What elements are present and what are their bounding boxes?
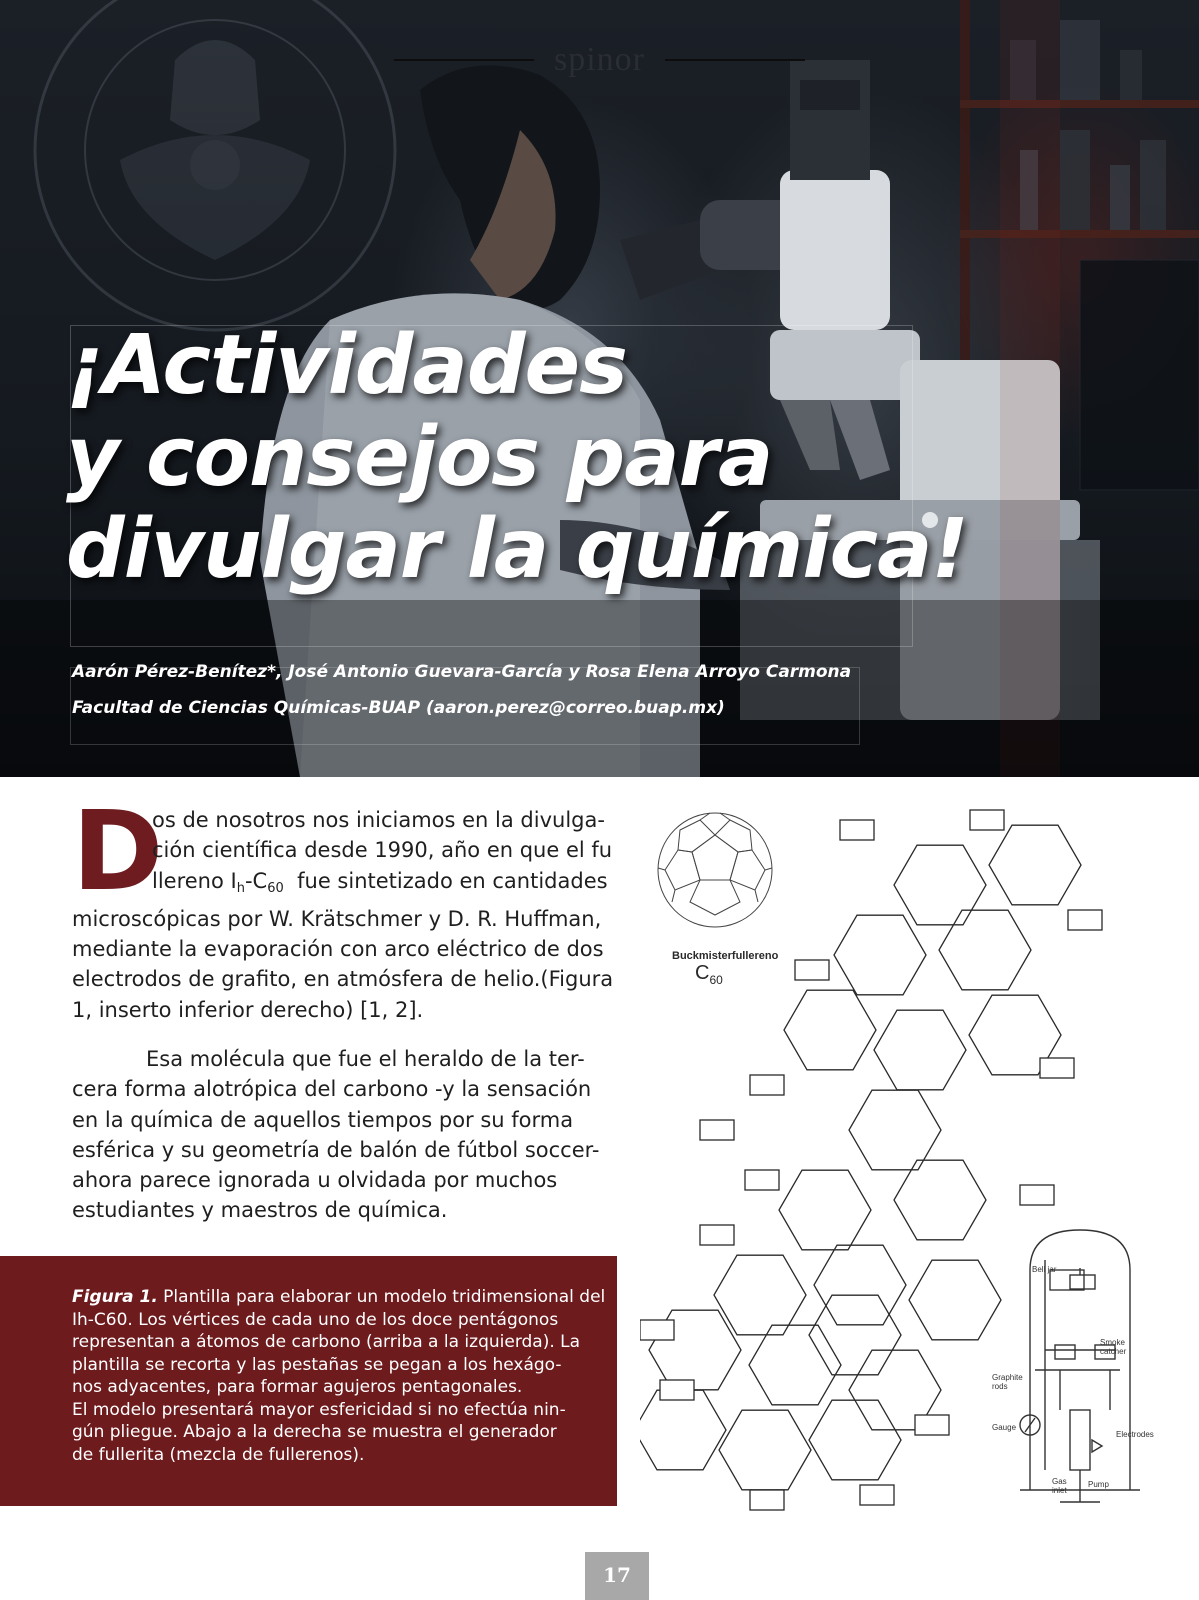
hero-banner bbox=[0, 0, 1199, 777]
template-hexagon bbox=[909, 1260, 1001, 1340]
formula-subscript: 60 bbox=[267, 880, 284, 896]
template-hexagon bbox=[809, 1295, 901, 1375]
p1-line: ción científica desde 1990, año en que el fu bbox=[152, 838, 613, 863]
label-bell-jar: Bell jar bbox=[1032, 1265, 1057, 1274]
template-hexagon bbox=[714, 1255, 806, 1335]
glue-tab bbox=[1040, 1058, 1074, 1078]
figure-1 bbox=[640, 790, 1185, 1520]
p2-line: ahora parece ignorada u olvidada por muchos bbox=[72, 1168, 558, 1193]
p2-line: cera forma alotrópica del carbono -y la sensación bbox=[72, 1077, 592, 1102]
template-hexagon bbox=[814, 1245, 906, 1325]
glue-tab bbox=[700, 1225, 734, 1245]
label-graphite-rods bbox=[992, 1373, 1023, 1391]
caption-line: de fullerita (mezcla de fullerenos). bbox=[72, 1444, 365, 1465]
p1-line: os de nosotros nos iniciamos en la divulga- bbox=[152, 808, 605, 832]
paragraph-2 bbox=[72, 1044, 600, 1226]
template-hexagon bbox=[894, 1160, 986, 1240]
caption-line: nos adyacentes, para formar agujeros pentagonales. bbox=[72, 1377, 523, 1397]
caption-line bbox=[72, 1286, 606, 1309]
buckyball-label: Buckmisterfullereno bbox=[672, 950, 779, 962]
glue-tab bbox=[660, 1380, 694, 1400]
p1-line: 1, inserto inferior derecho) [1, 2]. bbox=[72, 997, 424, 1022]
p1-text: llereno I bbox=[152, 868, 237, 893]
template-hexagon bbox=[874, 1010, 966, 1090]
template-hexagon bbox=[834, 915, 926, 995]
glue-tab bbox=[750, 1075, 784, 1095]
drop-cap: D bbox=[72, 787, 164, 915]
glue-tab bbox=[795, 960, 829, 980]
p2-line: esférica y su geometría de balón de fútbol soccer- bbox=[72, 1137, 600, 1162]
template-hexagon bbox=[939, 910, 1031, 990]
label-graphite: Graphite bbox=[992, 1373, 1023, 1382]
template-hexagon bbox=[640, 1390, 726, 1470]
title-line-2: y consejos para bbox=[66, 410, 773, 505]
label-catcher: catcher bbox=[1100, 1347, 1127, 1356]
caption-line: gún pliegue. Abajo a la derecha se muestra el generador bbox=[72, 1422, 557, 1442]
brand-rule-right bbox=[665, 59, 805, 61]
glue-tab bbox=[1020, 1185, 1054, 1205]
p1-line: electrodos de grafito, en atmósfera de helio.(Figura bbox=[72, 967, 614, 992]
title-line-1: ¡Actividades bbox=[66, 318, 627, 413]
label-pump: Pump bbox=[1088, 1480, 1109, 1489]
glue-tab bbox=[745, 1170, 779, 1190]
glue-tab bbox=[750, 1490, 784, 1510]
c60-subscript: 60 bbox=[709, 973, 723, 987]
p1-line: mediante la evaporación con arco eléctrico de dos bbox=[72, 937, 604, 962]
figure-caption bbox=[0, 1256, 617, 1506]
p1-text: -C bbox=[244, 868, 268, 893]
article-authors: Aarón Pérez-Benítez*, José Antonio Guevara-García y Rosa Elena Arroyo Carmona bbox=[72, 662, 852, 682]
template-hexagon bbox=[719, 1410, 811, 1490]
label-gauge: Gauge bbox=[992, 1423, 1017, 1432]
template-hexagon bbox=[989, 825, 1081, 905]
template-hexagon bbox=[779, 1170, 871, 1250]
template-hexagon bbox=[849, 1090, 941, 1170]
formula-subscript: h bbox=[236, 880, 245, 896]
page-number: 17 bbox=[585, 1552, 649, 1600]
label-gas-inlet bbox=[1052, 1477, 1067, 1495]
glue-tab bbox=[860, 1485, 894, 1505]
p1-text: fue sintetizado en cantidades bbox=[283, 868, 608, 893]
caption-line: El modelo presentará mayor esfericidad si no efectúa nin- bbox=[72, 1399, 566, 1420]
buckyball-sketch bbox=[658, 813, 772, 927]
caption-line: Ih-C60. Los vértices de cada uno de los doce pentágonos bbox=[72, 1309, 559, 1330]
glue-tab bbox=[915, 1415, 949, 1435]
p2-line: estudiantes y maestros de química. bbox=[72, 1198, 448, 1223]
caption-line: representan a átomos de carbono (arriba a la izquierda). La bbox=[72, 1332, 581, 1352]
article-affiliation: Facultad de Ciencias Químicas-BUAP (aaron.perez@correo.buap.mx) bbox=[72, 698, 725, 718]
caption-line: plantilla se recorta y las pestañas se pegan a los hexágo- bbox=[72, 1354, 562, 1375]
caption-text: Plantilla para elaborar un modelo tridimensional del bbox=[157, 1287, 606, 1307]
glue-tab bbox=[840, 820, 874, 840]
label-gas: Gas bbox=[1052, 1477, 1067, 1486]
template-hexagon bbox=[749, 1325, 841, 1405]
p2-line: en la química de aquellos tiempos por su forma bbox=[72, 1107, 574, 1132]
p2-line: Esa molécula que fue el heraldo de la ter- bbox=[146, 1047, 585, 1071]
glue-tab bbox=[970, 810, 1004, 830]
label-inlet: inlet bbox=[1052, 1486, 1067, 1495]
template-hexagon bbox=[809, 1400, 901, 1480]
brand-name: spinor bbox=[554, 41, 645, 78]
p1-line-formula bbox=[72, 866, 608, 904]
template-hexagon bbox=[784, 990, 876, 1070]
p1-line: microscópicas por W. Krätschmer y D. R. Huffman, bbox=[72, 906, 602, 931]
label-smoke: Smoke bbox=[1100, 1338, 1125, 1347]
label-electrodes: Electrodes bbox=[1116, 1430, 1154, 1439]
c60-label bbox=[695, 962, 723, 987]
glue-tab bbox=[700, 1120, 734, 1140]
title-line-3: divulgar la química! bbox=[66, 502, 968, 597]
glue-tab bbox=[640, 1320, 674, 1340]
brand-rule-left bbox=[394, 59, 534, 61]
label-smoke-catcher bbox=[1100, 1338, 1126, 1356]
label-rods: rods bbox=[992, 1382, 1008, 1391]
glue-tab bbox=[1068, 910, 1102, 930]
caption-lead: Figura 1. bbox=[72, 1287, 158, 1307]
c60-main: C bbox=[695, 962, 710, 984]
article-title bbox=[66, 318, 968, 597]
fullerene-template-diagram bbox=[640, 790, 1185, 1520]
magazine-brand bbox=[0, 40, 1199, 80]
paragraph-1 bbox=[72, 787, 614, 1025]
template-hexagon bbox=[894, 845, 986, 925]
